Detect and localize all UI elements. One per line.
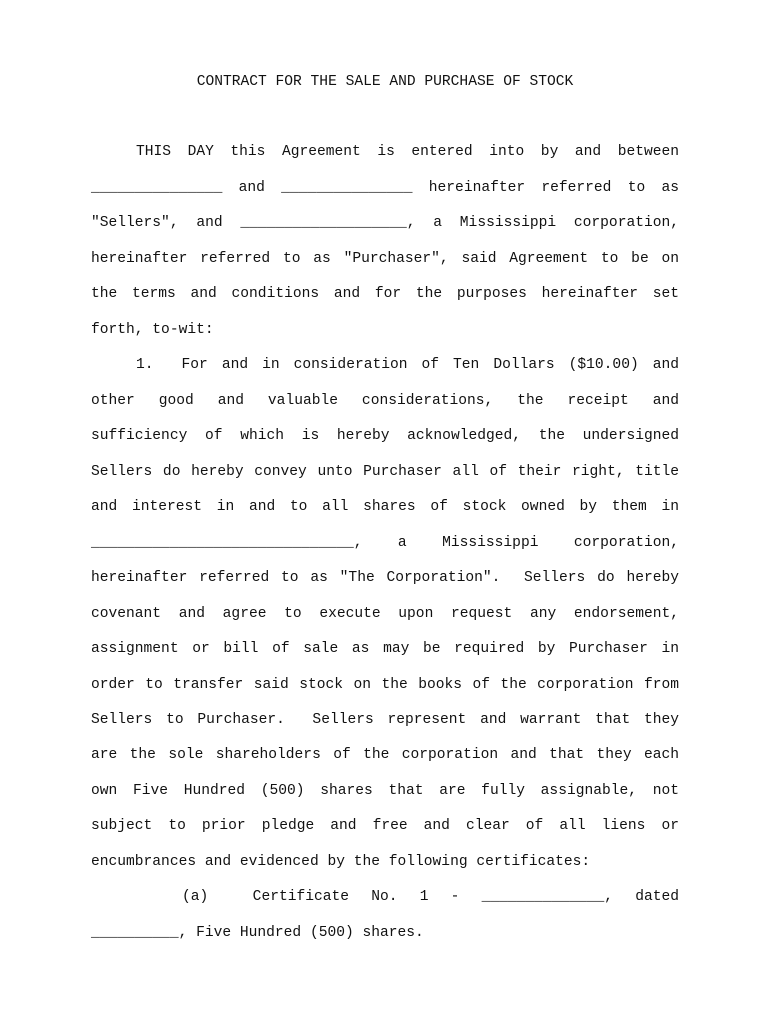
- text-line: sufficiency of which is hereby acknowledged, the undersigned: [91, 428, 679, 444]
- text-line: the terms and conditions and for the purposes hereinafter set: [91, 286, 679, 302]
- document-title: CONTRACT FOR THE SALE AND PURCHASE OF STOCK: [196, 74, 574, 90]
- text-line: "Sellers", and ___________________, a Mississippi corporation,: [91, 215, 679, 231]
- text-line: hereinafter referred to as "Purchaser", said Agreement to be on: [91, 251, 679, 267]
- text-line: ______________________________, a Mississippi corporation,: [91, 535, 679, 551]
- text-line: assignment or bill of sale as may be required by Purchaser in: [91, 641, 679, 657]
- text-line: own Five Hundred (500) shares that are fully assignable, not: [91, 783, 679, 799]
- text-line: are the sole shareholders of the corporation and that they each: [91, 747, 679, 763]
- text-line: and interest in and to all shares of stock owned by them in: [91, 499, 679, 515]
- text-line: (a) Certificate No. 1 - ______________, dated: [182, 889, 679, 905]
- text-line: __________, Five Hundred (500) shares.: [91, 925, 424, 941]
- text-line: encumbrances and evidenced by the following certificates:: [91, 854, 591, 870]
- text-line: THIS DAY this Agreement is entered into by and between: [136, 144, 679, 160]
- text-line: forth, to-wit:: [91, 322, 214, 338]
- text-line: Sellers to Purchaser. Sellers represent and warrant that they: [91, 712, 679, 728]
- text-line: hereinafter referred to as "The Corporation". Sellers do hereby: [91, 570, 679, 586]
- text-line: 1. For and in consideration of Ten Dollars ($10.00) and: [136, 357, 679, 373]
- text-line: Sellers do hereby convey unto Purchaser all of their right, title: [91, 464, 679, 480]
- text-line: _______________ and _______________ hereinafter referred to as: [91, 180, 679, 196]
- text-line: subject to prior pledge and free and clear of all liens or: [91, 818, 679, 834]
- text-line: other good and valuable considerations, the receipt and: [91, 393, 679, 409]
- text-line: order to transfer said stock on the books of the corporation from: [91, 677, 679, 693]
- text-line: covenant and agree to execute upon request any endorsement,: [91, 606, 679, 622]
